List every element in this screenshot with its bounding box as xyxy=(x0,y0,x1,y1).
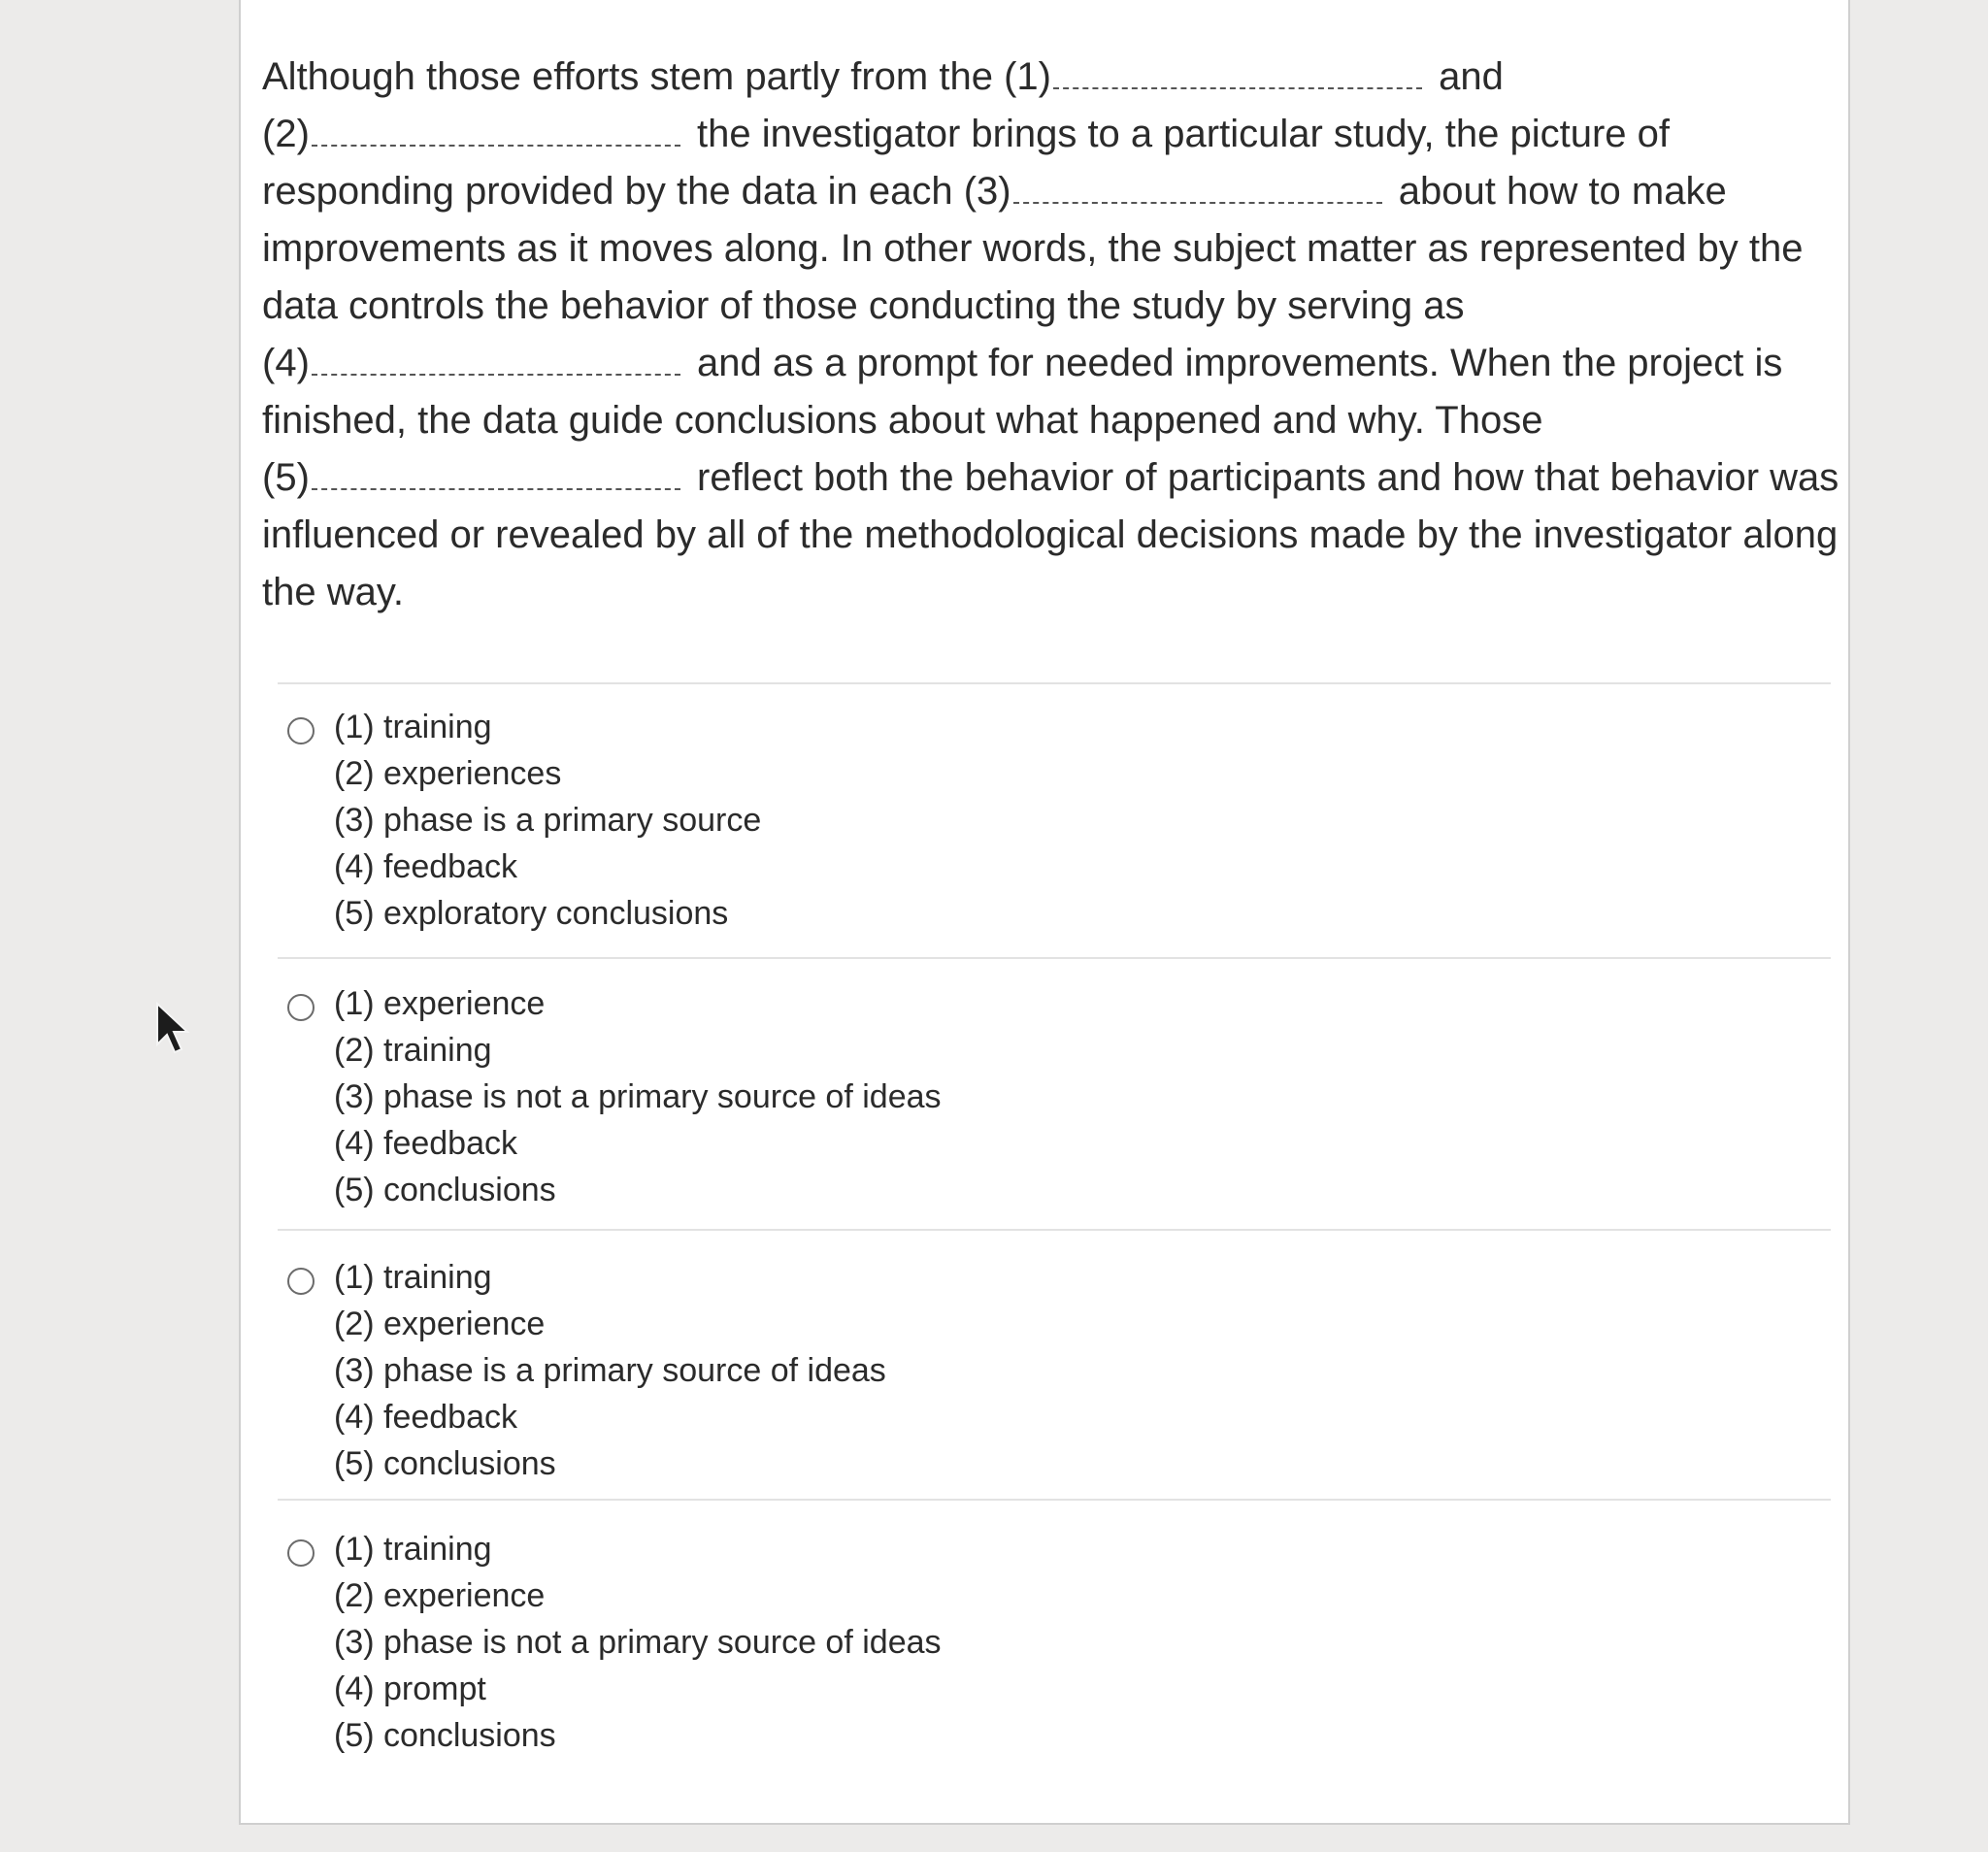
answer-line: (4) feedback xyxy=(334,848,517,885)
answer-line: (1) training xyxy=(334,1531,492,1568)
question-text xyxy=(262,49,1839,621)
radio-button[interactable] xyxy=(287,1268,315,1295)
answer-divider xyxy=(278,1229,1831,1231)
answer-divider xyxy=(278,682,1831,684)
radio-button[interactable] xyxy=(287,994,315,1021)
answer-line: (1) training xyxy=(334,1259,492,1296)
question-text-segment: the investigator brings to a particular study, the picture of xyxy=(685,113,1671,155)
blank-5 xyxy=(312,461,680,490)
answer-line: (4) prompt xyxy=(334,1670,486,1707)
question-text-segment: Although those efforts stem partly from the (1) xyxy=(262,55,1051,98)
question-text-segment: reflect both the behavior of participants and how that behavior was xyxy=(685,456,1839,499)
answer-line: (1) training xyxy=(334,709,492,745)
question-text-segment: responding provided by the data in each (3) xyxy=(262,170,1011,213)
question-line xyxy=(262,449,1839,507)
answer-line: (5) conclusions xyxy=(334,1445,556,1482)
question-text-segment: (2) xyxy=(262,113,310,155)
question-line: data controls the behavior of those conducting the study by serving as xyxy=(262,284,1465,327)
answer-line: (2) experiences xyxy=(334,755,562,792)
question-line xyxy=(262,335,1815,392)
answer-option-text[interactable] xyxy=(334,980,942,1213)
radio-button[interactable] xyxy=(287,1539,315,1567)
question-line xyxy=(262,106,1815,163)
blank-1 xyxy=(1053,60,1422,89)
blank-4 xyxy=(312,347,680,376)
radio-button[interactable] xyxy=(287,717,315,744)
answer-line: (2) training xyxy=(334,1032,492,1069)
answer-line: (5) conclusions xyxy=(334,1172,556,1208)
answer-line: (2) experience xyxy=(334,1577,546,1614)
question-line: improvements as it moves along. In other words, the subject matter as represented by the xyxy=(262,227,1804,270)
question-text-segment: (4) xyxy=(262,342,310,384)
answer-line: (2) experience xyxy=(334,1306,546,1342)
question-line xyxy=(262,49,1815,106)
answer-line: (3) phase is a primary source of ideas xyxy=(334,1352,886,1389)
answer-option-text[interactable] xyxy=(334,704,761,937)
blank-3 xyxy=(1013,175,1382,204)
mouse-pointer-icon xyxy=(153,1002,192,1056)
question-text-segment: about how to make xyxy=(1387,170,1727,213)
answer-line: (3) phase is not a primary source of ideas xyxy=(334,1624,942,1661)
answer-option-text[interactable] xyxy=(334,1254,886,1487)
question-text-segment: (5) xyxy=(262,456,310,499)
question-text-segment: and as a prompt for needed improvements. When the project is xyxy=(685,342,1783,384)
answer-line: (1) experience xyxy=(334,985,546,1022)
answer-divider xyxy=(278,1499,1831,1501)
answer-line: (4) feedback xyxy=(334,1125,517,1162)
question-line: the way. xyxy=(262,571,404,613)
answer-line: (4) feedback xyxy=(334,1399,517,1436)
answer-line: (3) phase is not a primary source of ideas xyxy=(334,1078,942,1115)
answer-line: (5) conclusions xyxy=(334,1717,556,1754)
answer-option-text[interactable] xyxy=(334,1526,942,1759)
answer-line: (3) phase is a primary source xyxy=(334,802,762,839)
question-line: finished, the data guide conclusions about what happened and why. Those xyxy=(262,399,1543,442)
question-text-segment: and xyxy=(1427,55,1504,98)
answer-divider xyxy=(278,957,1831,959)
blank-2 xyxy=(312,117,680,147)
answer-line: (5) exploratory conclusions xyxy=(334,895,729,932)
question-card xyxy=(239,0,1850,1825)
question-line xyxy=(262,163,1815,220)
question-line: influenced or revealed by all of the methodological decisions made by the investigator along xyxy=(262,513,1839,556)
